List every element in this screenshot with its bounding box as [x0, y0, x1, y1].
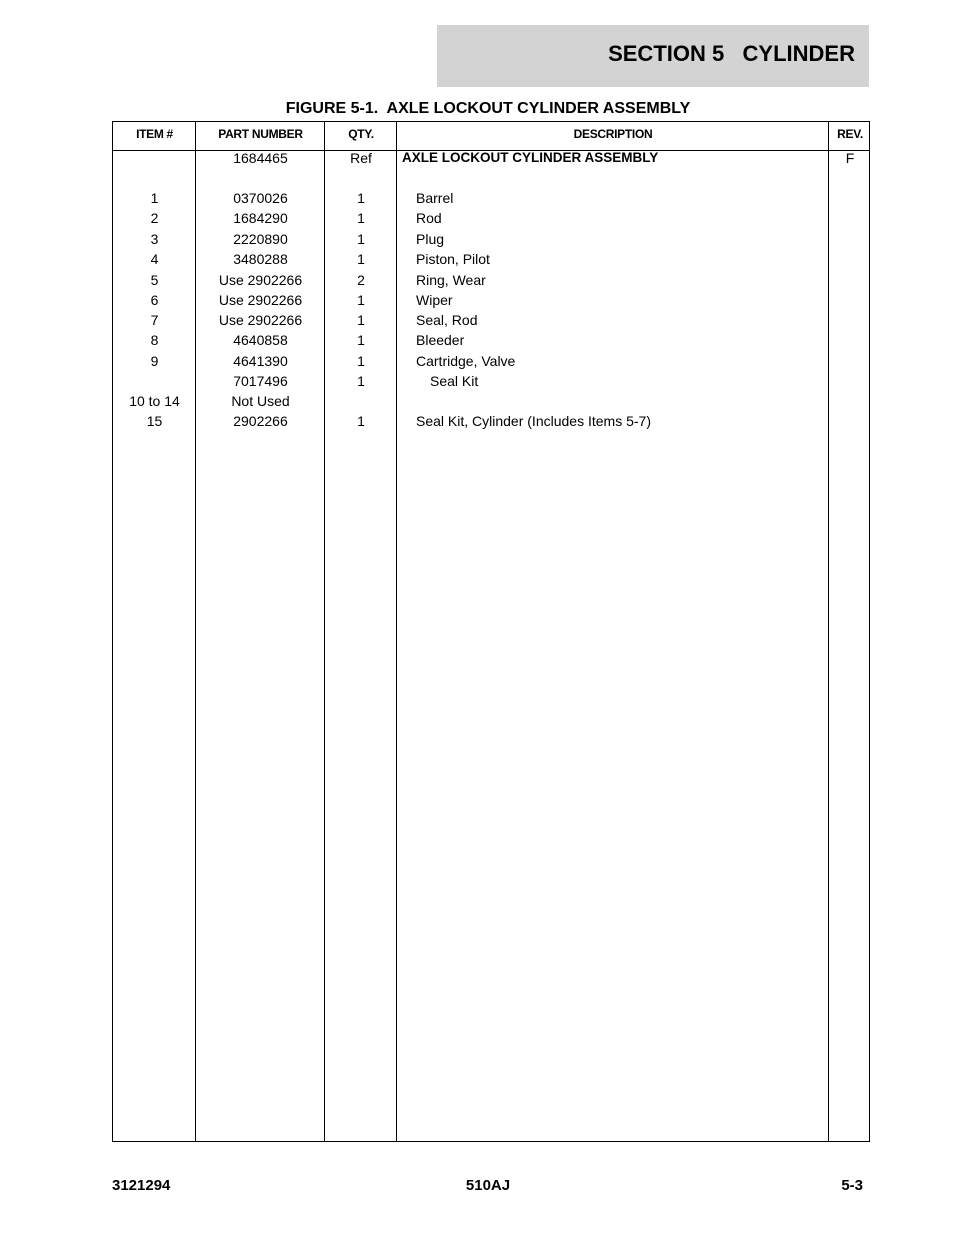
header-item: ITEM # [136, 127, 173, 141]
section-title: SECTION 5 CYLINDER [608, 41, 855, 66]
rev-cell: F [845, 150, 855, 166]
qty-cell: 1 [357, 251, 365, 267]
description-cell: Seal Kit [430, 373, 479, 389]
part-number-cell: 1684465 [233, 150, 288, 166]
table-row [113, 190, 869, 210]
rev-cell [829, 373, 871, 393]
description-cell: Cartridge, Valve [416, 353, 516, 369]
parts-table [112, 121, 870, 1142]
item-cell: 10 to 14 [129, 393, 180, 409]
part-number-cell: 2220890 [233, 231, 288, 247]
rev-cell [829, 251, 871, 271]
item-cell: 5 [150, 272, 159, 288]
part-number-cell: Not Used [231, 393, 290, 409]
item-cell: 7 [150, 312, 159, 328]
description-cell: Rod [416, 210, 442, 226]
qty-cell: 1 [357, 332, 365, 348]
part-number-cell: Use 2902266 [218, 312, 303, 328]
part-number-cell: 1684290 [233, 210, 288, 226]
description-cell: Wiper [416, 292, 453, 308]
qty-cell: 1 [357, 231, 365, 247]
rev-cell [829, 413, 871, 433]
qty-cell: 1 [357, 413, 365, 429]
rev-cell [829, 190, 871, 210]
table-header [113, 122, 869, 151]
rev-cell [829, 292, 871, 312]
description-cell: AXLE LOCKOUT CYLINDER ASSEMBLY [402, 150, 659, 165]
rev-cell [829, 393, 871, 413]
table-row [113, 312, 869, 332]
qty-cell: 1 [357, 210, 365, 226]
description-cell: Plug [416, 231, 445, 247]
header-qty: QTY. [348, 127, 374, 141]
item-cell: 3 [150, 231, 159, 247]
section-banner [437, 25, 869, 87]
header-part-number: PART NUMBER [218, 127, 303, 141]
part-number-cell: 0370026 [233, 190, 288, 206]
qty-cell: 1 [357, 312, 365, 328]
qty-cell: 1 [357, 353, 365, 369]
qty-cell: 1 [357, 292, 365, 308]
item-cell: 1 [150, 190, 159, 206]
header-rev: REV. [837, 127, 863, 141]
table-row [113, 353, 869, 373]
item-cell: 6 [150, 292, 159, 308]
description-cell: Bleeder [416, 332, 465, 348]
part-number-cell: 7017496 [233, 373, 288, 389]
rev-cell [829, 231, 871, 251]
rev-cell [829, 353, 871, 373]
part-number-cell: 4641390 [233, 353, 288, 369]
rev-cell [829, 332, 871, 352]
header-description: DESCRIPTION [573, 127, 653, 141]
part-number-cell: Use 2902266 [218, 272, 303, 288]
description-cell [397, 393, 848, 413]
part-number-cell: 4640858 [233, 332, 288, 348]
qty-cell: 1 [357, 190, 365, 206]
footer-doc-number: 3121294 [112, 1177, 171, 1194]
part-number-cell: Use 2902266 [218, 292, 303, 308]
qty-cell: Ref [350, 150, 372, 166]
item-cell [113, 150, 196, 170]
table-row [113, 272, 869, 292]
table-row [113, 251, 869, 271]
rev-cell [829, 210, 871, 230]
footer-page-number: 5-3 [841, 1177, 863, 1194]
item-cell: 15 [146, 413, 163, 429]
rev-cell [829, 272, 871, 292]
figure-title: FIGURE 5-1. AXLE LOCKOUT CYLINDER ASSEMBLY [285, 100, 691, 117]
item-cell: 8 [150, 332, 159, 348]
item-cell: 9 [150, 353, 159, 369]
description-cell: Seal, Rod [416, 312, 478, 328]
description-cell: Seal Kit, Cylinder (Includes Items 5-7) [416, 413, 651, 429]
description-cell: Piston, Pilot [416, 251, 490, 267]
description-cell: Barrel [416, 190, 454, 206]
footer-model: 510AJ [465, 1177, 511, 1194]
qty-cell: 2 [357, 272, 365, 288]
table-row [113, 332, 869, 352]
part-number-cell: 3480288 [233, 251, 288, 267]
item-cell: 2 [150, 210, 159, 226]
qty-cell [325, 393, 397, 413]
qty-cell: 1 [357, 373, 365, 389]
table-row [113, 413, 869, 433]
table-row [113, 231, 869, 251]
item-cell [113, 373, 196, 393]
description-cell: Ring, Wear [416, 272, 486, 288]
table-row [113, 292, 869, 312]
item-cell: 4 [150, 251, 159, 267]
table-row [113, 210, 869, 230]
table-row [113, 150, 869, 170]
table-row [113, 393, 869, 413]
rev-cell [829, 312, 871, 332]
part-number-cell: 2902266 [233, 413, 288, 429]
table-row [113, 373, 869, 393]
